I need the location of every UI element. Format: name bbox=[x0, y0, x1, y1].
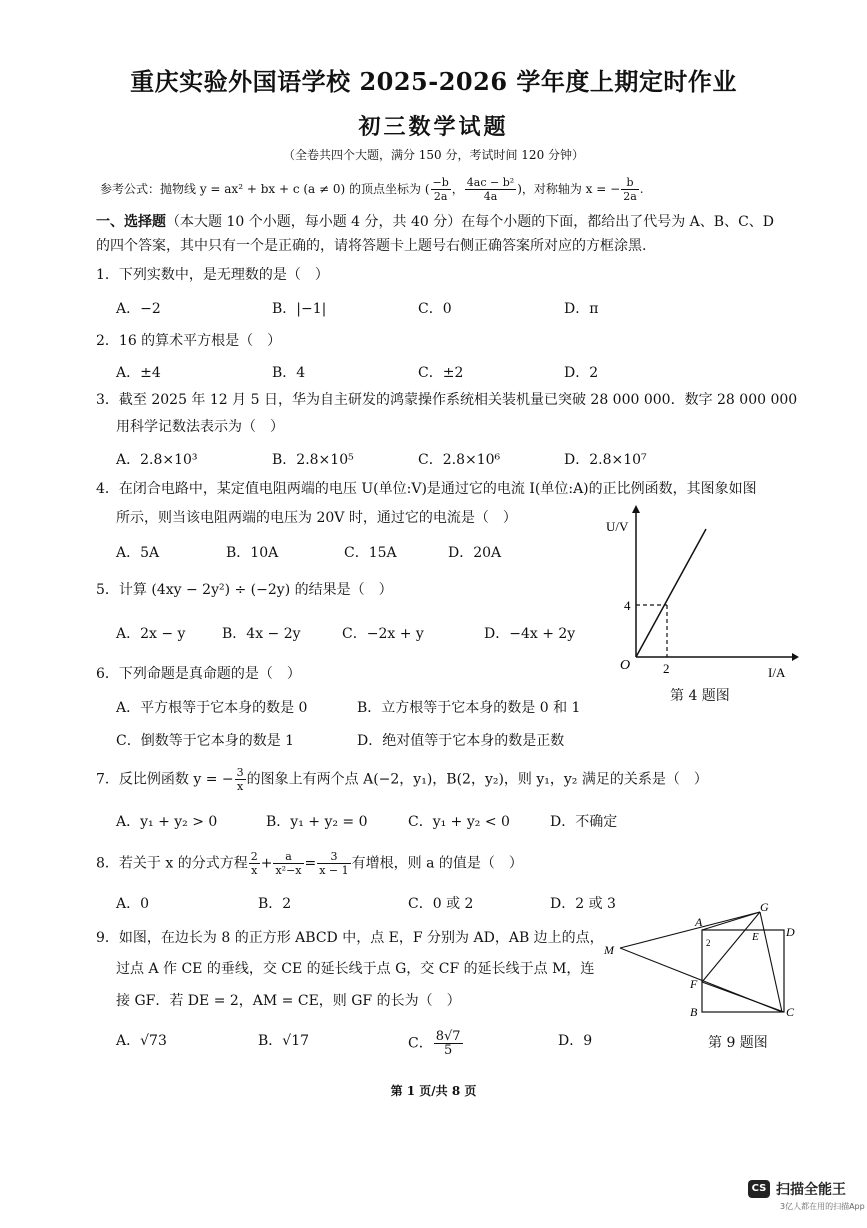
q7-fraction bbox=[235, 766, 246, 793]
q8-option-c[interactable]: C．0 或 2 bbox=[408, 896, 474, 912]
q8-fraction-3 bbox=[317, 850, 350, 877]
q2-option-b[interactable]: B．4 bbox=[272, 365, 306, 381]
q9-option-a[interactable]: A．√73 bbox=[116, 1033, 167, 1049]
q8-f2-tail: x bbox=[295, 864, 302, 877]
scanner-tagline: 3亿人都在用的扫描App bbox=[780, 1202, 865, 1211]
q8-fraction-1 bbox=[249, 850, 260, 877]
tick-y-label: 4 bbox=[624, 598, 631, 613]
q2-option-d[interactable]: D．2 bbox=[564, 365, 599, 381]
q8-f1-den: x bbox=[251, 864, 258, 877]
label-c: C bbox=[786, 1005, 795, 1019]
q1-option-a[interactable]: A．−2 bbox=[116, 301, 161, 317]
section-instructions bbox=[96, 210, 786, 258]
vertex-y-fraction bbox=[465, 176, 516, 203]
q9-option-c-fraction bbox=[434, 1030, 463, 1057]
q7-frac-den: x bbox=[237, 780, 244, 793]
q3-option-d[interactable]: D．2.8×10⁷ bbox=[564, 452, 647, 468]
q7-option-c[interactable]: C．y₁ + y₂ < 0 bbox=[408, 814, 510, 830]
q2-option-c[interactable]: C．±2 bbox=[418, 365, 464, 381]
question-2-stem: 2．16 的算术平方根是（ ） bbox=[96, 333, 282, 349]
question-3-stem-2: 用科学记数法表示为（ ） bbox=[116, 419, 284, 435]
scanner-brand: 扫描全能王 bbox=[776, 1182, 846, 1198]
q5-option-a[interactable]: A．2x − y bbox=[116, 626, 186, 642]
q8-f3-den: x − 1 bbox=[319, 864, 349, 877]
formula-suffix: . bbox=[639, 182, 644, 196]
q8-option-b[interactable]: B．2 bbox=[258, 896, 292, 912]
vertex-y-num: 4ac − b² bbox=[466, 176, 515, 189]
q8-f2-num: a bbox=[273, 850, 303, 864]
q5-option-c[interactable]: C．−2x + y bbox=[342, 626, 424, 642]
axis-fraction bbox=[621, 176, 639, 203]
q3-option-c[interactable]: C．2.8×10⁶ bbox=[418, 452, 501, 468]
q6-option-c[interactable]: C．倒数等于它本身的数是 1 bbox=[116, 733, 295, 749]
formula-middle: )，对称轴为 x = − bbox=[517, 182, 621, 196]
q8-f2-den-wrap: x²−x bbox=[275, 864, 302, 877]
annotation-mark: 2 bbox=[706, 938, 711, 948]
q7-option-b[interactable]: B．y₁ + y₂ = 0 bbox=[266, 814, 368, 830]
q9-optc-den: 5 bbox=[443, 1043, 453, 1058]
figure-4-graph bbox=[600, 505, 800, 705]
label-b: B bbox=[690, 1005, 698, 1019]
q9-option-d[interactable]: D．9 bbox=[558, 1033, 593, 1049]
question-3-stem: 3．截至 2025 年 12 月 5 日，华为自主研发的鸿蒙操作系统相关装机量已突破 28 000 000．数字 28 000 000 bbox=[96, 392, 798, 408]
q8-stem-pre: 8．若关于 x 的分式方程 bbox=[96, 855, 248, 872]
section-heading: 一、选择题 bbox=[96, 214, 166, 230]
q4-option-c[interactable]: C．15A bbox=[344, 545, 397, 561]
q4-option-a[interactable]: A．5A bbox=[116, 545, 160, 561]
q3-option-b[interactable]: B．2.8×10⁵ bbox=[272, 452, 354, 468]
label-d: D bbox=[786, 925, 795, 939]
q2-option-a[interactable]: A．±4 bbox=[116, 365, 161, 381]
line-fc bbox=[702, 982, 784, 1012]
q6-option-d[interactable]: D．绝对值等于它本身的数是正数 bbox=[357, 733, 565, 749]
origin-label: O bbox=[620, 658, 631, 673]
question-9-stem: 9．如图，在边长为 8 的正方形 ABCD 中，点 E，F 分别为 AD，AB 边上的点， bbox=[96, 930, 604, 946]
reference-formula: 参考公式：抛物线 y = ax² + bx + c (a ≠ 0) 的顶点坐标为 ( $\frac{-b}{2a}$ ， $\frac{\text{4ac − b²}}{4a}$ )，对称轴为 x = − $\frac{b}{2a}$ . bbox=[100, 176, 644, 203]
q5-option-d[interactable]: D．−4x + 2y bbox=[484, 626, 576, 642]
q8-option-d[interactable]: D．2 或 3 bbox=[550, 896, 616, 912]
q8-stem-post: 有增根，则 a 的值是（ ） bbox=[351, 855, 523, 872]
line-gf bbox=[702, 912, 760, 982]
axis-num: b bbox=[621, 176, 639, 190]
q4-option-d[interactable]: D．20A bbox=[448, 545, 502, 561]
label-g: G bbox=[760, 900, 769, 914]
q1-option-d[interactable]: D．π bbox=[564, 301, 599, 317]
vertex-x-den: 2a bbox=[433, 190, 448, 203]
q9-option-c-label: C． bbox=[408, 1035, 433, 1052]
x-axis-label: I/A bbox=[768, 665, 786, 680]
section-text: （本大题 10 个小题，每小题 4 分，共 40 分）在每个小题的下面，都给出了代号为 A、B、C、D 的四个答案，其中只有一个是正确的，请将答题卡上题号右侧正确答案所对应的方框涂黑. bbox=[96, 214, 775, 254]
q9-optc-num: 8√7 bbox=[435, 1029, 461, 1044]
q8-f1-num: 2 bbox=[250, 850, 258, 863]
axis-den: 2a bbox=[623, 190, 637, 203]
formula-prefix: 参考公式：抛物线 y = ax² + bx + c (a ≠ 0) 的顶点坐标为 ( bbox=[100, 182, 430, 196]
label-e: E bbox=[752, 931, 759, 943]
q1-option-c[interactable]: C．0 bbox=[418, 301, 452, 317]
label-m: M bbox=[604, 943, 614, 957]
line-gc bbox=[760, 912, 782, 1012]
question-4-stem-2: 所示，则当该电阻两端的电压为 20V 时，通过它的电流是（ ） bbox=[116, 510, 517, 526]
proportional-line bbox=[636, 529, 706, 657]
exam-title: 重庆实验外国语学校 2025-2026 学年度上期定时作业 bbox=[130, 67, 737, 96]
q9-option-c[interactable] bbox=[408, 1030, 464, 1057]
q8-option-a[interactable]: A．0 bbox=[116, 896, 150, 912]
figure-4-caption: 第 4 题图 bbox=[670, 688, 730, 704]
question-9-stem-2: 过点 A 作 CE 的垂线，交 CE 的延长线于点 G，交 CF 的延长线于点 M，连 bbox=[116, 961, 595, 977]
question-6-stem: 6．下列命题是真命题的是（ ） bbox=[96, 666, 301, 682]
q7-stem-post: 的图象上有两个点 A(−2，y₁)，B(2，y₂)，则 y₁，y₂ 满足的关系是（ ） bbox=[246, 771, 708, 788]
q3-option-a[interactable]: A．2.8×10³ bbox=[116, 452, 198, 468]
y-axis-label: U/V bbox=[606, 519, 629, 534]
x-axis-arrow bbox=[792, 653, 799, 661]
q1-option-b[interactable]: B．|−1| bbox=[272, 301, 327, 317]
question-8-stem: 8．若关于 x 的分式方程 $\frac{2}{x}$ + $\frac{a}{\text{x²−x}}$ = $\frac{3}{x - 1}$ 有增根，则 a 的值是（ ） bbox=[96, 850, 523, 877]
q5-option-b[interactable]: B．4x − 2y bbox=[222, 626, 301, 642]
scanner-logo-icon: CS bbox=[748, 1180, 770, 1198]
line-ag bbox=[702, 912, 760, 930]
q7-stem-pre: 7．反比例函数 y = − bbox=[96, 771, 234, 788]
exam-meta: （全卷共四个大题，满分 150 分，考试时间 120 分钟） bbox=[282, 148, 585, 162]
q6-option-b[interactable]: B．立方根等于它本身的数是 0 和 1 bbox=[357, 700, 581, 716]
q4-option-b[interactable]: B．10A bbox=[226, 545, 279, 561]
tick-x-label: 2 bbox=[663, 661, 670, 676]
q8-f2-den: x² bbox=[275, 864, 287, 877]
question-4-stem: 4．在闭合电路中，某定值电阻两端的电压 U(单位:V)是通过它的电流 I(单位:A)的正比例函数，其图象如图 bbox=[96, 481, 757, 497]
q6-option-a[interactable]: A．平方根等于它本身的数是 0 bbox=[116, 700, 308, 716]
q7-option-a[interactable]: A．y₁ + y₂ > 0 bbox=[116, 814, 218, 830]
q9-option-b[interactable]: B．√17 bbox=[258, 1033, 310, 1049]
square-abcd bbox=[702, 930, 784, 1012]
vertex-x-fraction bbox=[431, 176, 451, 203]
page-footer: 第 1 页/共 8 页 bbox=[390, 1084, 477, 1098]
y-axis-arrow bbox=[632, 505, 640, 513]
question-1-stem: 1．下列实数中，是无理数的是（ ） bbox=[96, 267, 329, 283]
question-9-stem-3: 接 GF．若 DE = 2，AM = CE，则 GF 的长为（ ） bbox=[116, 993, 461, 1009]
vertex-x-num: −b bbox=[432, 176, 449, 189]
vertex-y-den: 4a bbox=[483, 190, 498, 203]
q8-fraction-2 bbox=[273, 850, 303, 877]
q7-frac-num: 3 bbox=[236, 766, 244, 779]
question-5-stem: 5．计算 (4xy − 2y²) ÷ (−2y) 的结果是（ ） bbox=[96, 582, 393, 598]
label-a: A bbox=[695, 915, 703, 929]
figure-9-caption: 第 9 题图 bbox=[708, 1035, 768, 1051]
question-7-stem bbox=[96, 766, 708, 793]
q7-option-d[interactable]: D．不确定 bbox=[550, 814, 618, 830]
label-f: F bbox=[690, 977, 698, 991]
figure-9-geometry bbox=[600, 898, 800, 1028]
exam-subtitle: 初三数学试题 bbox=[358, 114, 509, 140]
q8-f3-num: 3 bbox=[317, 850, 350, 864]
